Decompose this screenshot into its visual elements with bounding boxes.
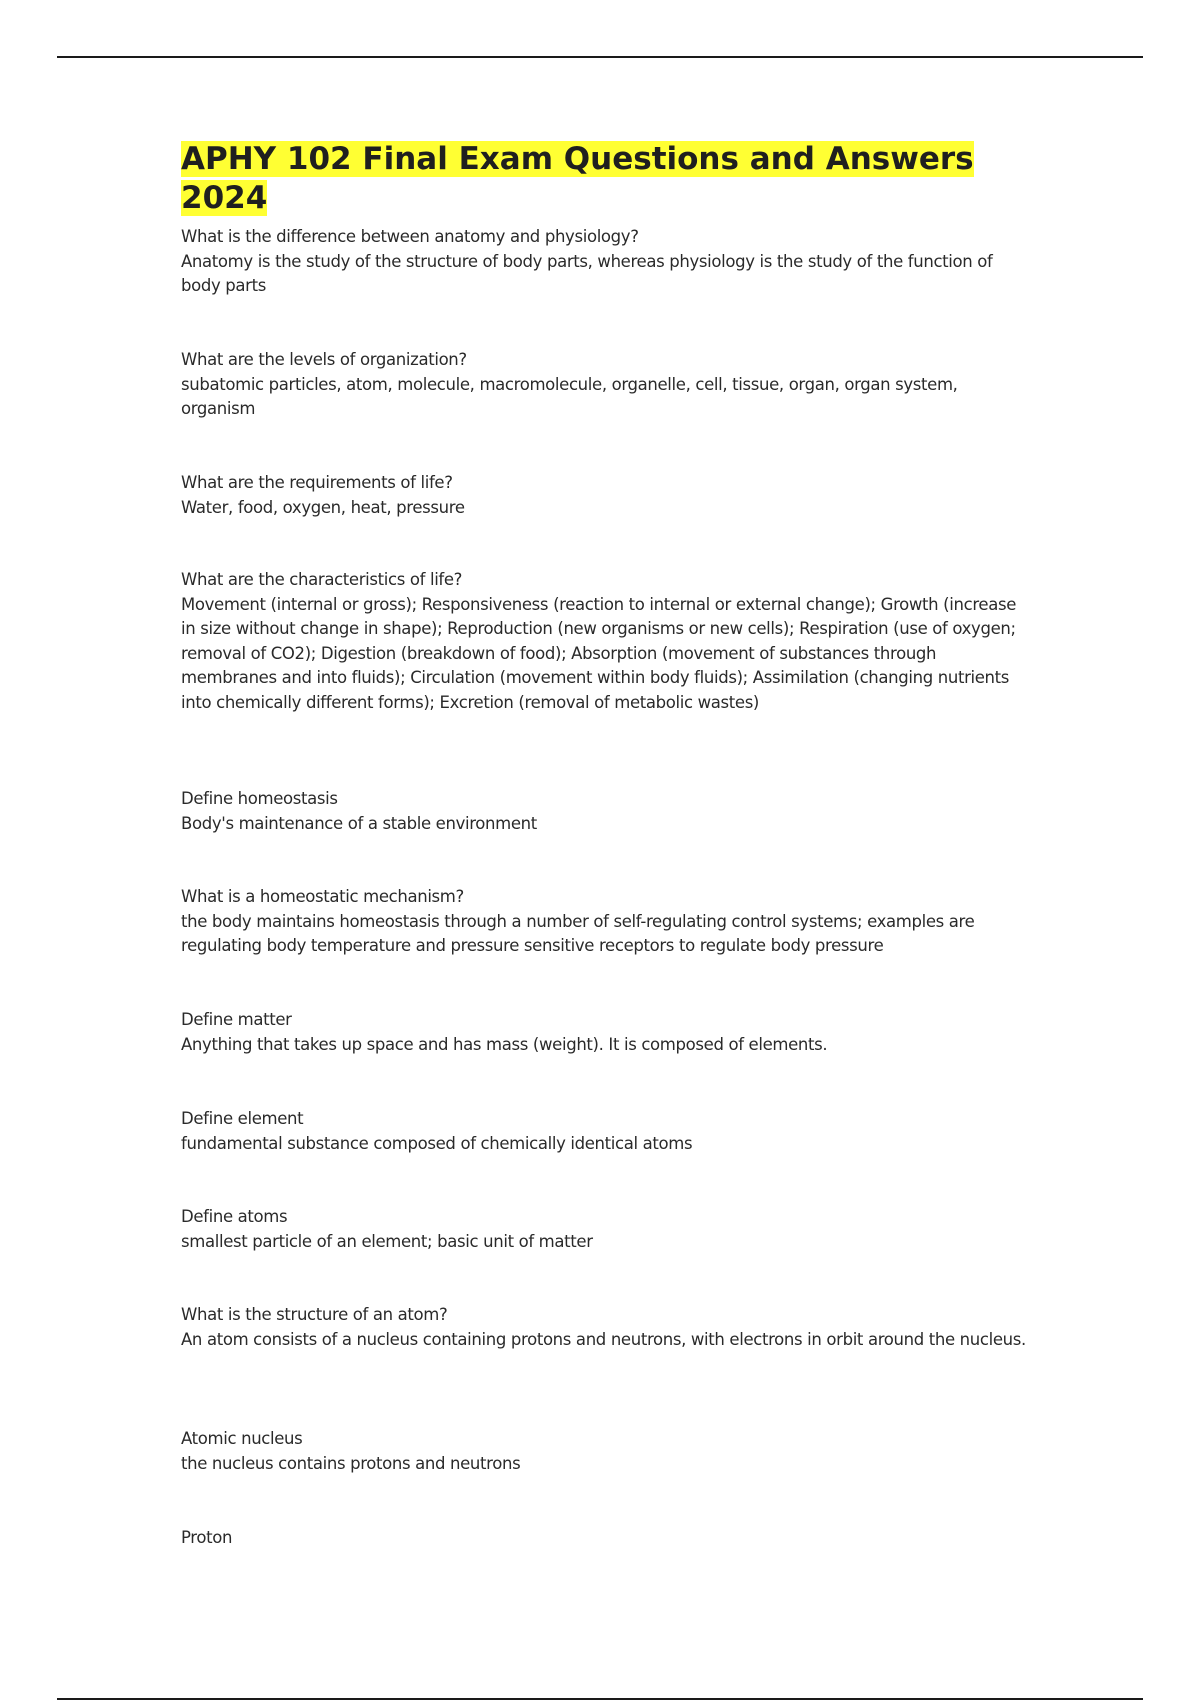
question-text: Atomic nucleus (181, 1429, 303, 1448)
qa-item (181, 1107, 1031, 1156)
qa-item (181, 1205, 1031, 1254)
qa-item (181, 885, 1031, 959)
qa-item (181, 225, 1031, 299)
question-text: Define element (181, 1109, 304, 1128)
answer-text: smallest particle of an element; basic unit of matter (181, 1231, 593, 1251)
document-title (181, 140, 1031, 218)
answer-text: Movement (internal or gross); Responsiveness (reaction to internal or external change); Growth (increase in size without change in shape); Reproduction (new organisms or new cells); Respiration (use of oxygen; removal of CO2); Digestion (breakdown of food); Absorption (movement of substances through membranes and into fluids); Circulation (movement within body fluids); Assimilation (changing nutrients into chemically different forms); Excretion (removal of metabolic wastes) (181, 594, 1017, 712)
qa-item (181, 471, 1031, 520)
question-text: Define matter (181, 1010, 292, 1029)
qa-item (181, 1303, 1031, 1352)
qa-item (181, 1526, 1031, 1551)
qa-item (181, 1427, 1031, 1476)
question-text: What are the levels of organization? (181, 350, 467, 369)
question-text: What is the difference between anatomy and physiology? (181, 227, 639, 246)
question-text: What is the structure of an atom? (181, 1305, 448, 1324)
question-text: What are the characteristics of life? (181, 570, 463, 589)
qa-item (181, 348, 1031, 422)
answer-text: the body maintains homeostasis through a number of self-regulating control systems; examples are regulating body temperature and pressure sensitive receptors to regulate body pressure (181, 911, 975, 955)
qa-item (181, 1008, 1031, 1057)
title-highlight: APHY 102 Final Exam Questions and Answers 2024 (181, 141, 974, 216)
answer-text: An atom consists of a nucleus containing protons and neutrons, with electrons in orbit around the nucleus. (181, 1329, 1026, 1349)
question-text: Proton (181, 1528, 233, 1547)
question-text: What are the requirements of life? (181, 473, 453, 492)
question-text: Define atoms (181, 1207, 288, 1226)
qa-item (181, 787, 1031, 836)
answer-text: fundamental substance composed of chemically identical atoms (181, 1133, 693, 1153)
answer-text: Anything that takes up space and has mass (weight). It is composed of elements. (181, 1034, 828, 1054)
answer-text: subatomic particles, atom, molecule, macromolecule, organelle, cell, tissue, organ, organ system, organism (181, 374, 958, 418)
answer-text: Body's maintenance of a stable environment (181, 813, 537, 833)
answer-text: the nucleus contains protons and neutrons (181, 1453, 521, 1473)
document-body (181, 140, 1031, 1547)
question-text: Define homeostasis (181, 789, 338, 808)
top-rule (57, 56, 1143, 58)
answer-text: Water, food, oxygen, heat, pressure (181, 497, 465, 517)
qa-item (181, 568, 1031, 715)
question-text: What is a homeostatic mechanism? (181, 887, 464, 906)
answer-text: Anatomy is the study of the structure of body parts, whereas physiology is the study of the function of body parts (181, 251, 993, 295)
